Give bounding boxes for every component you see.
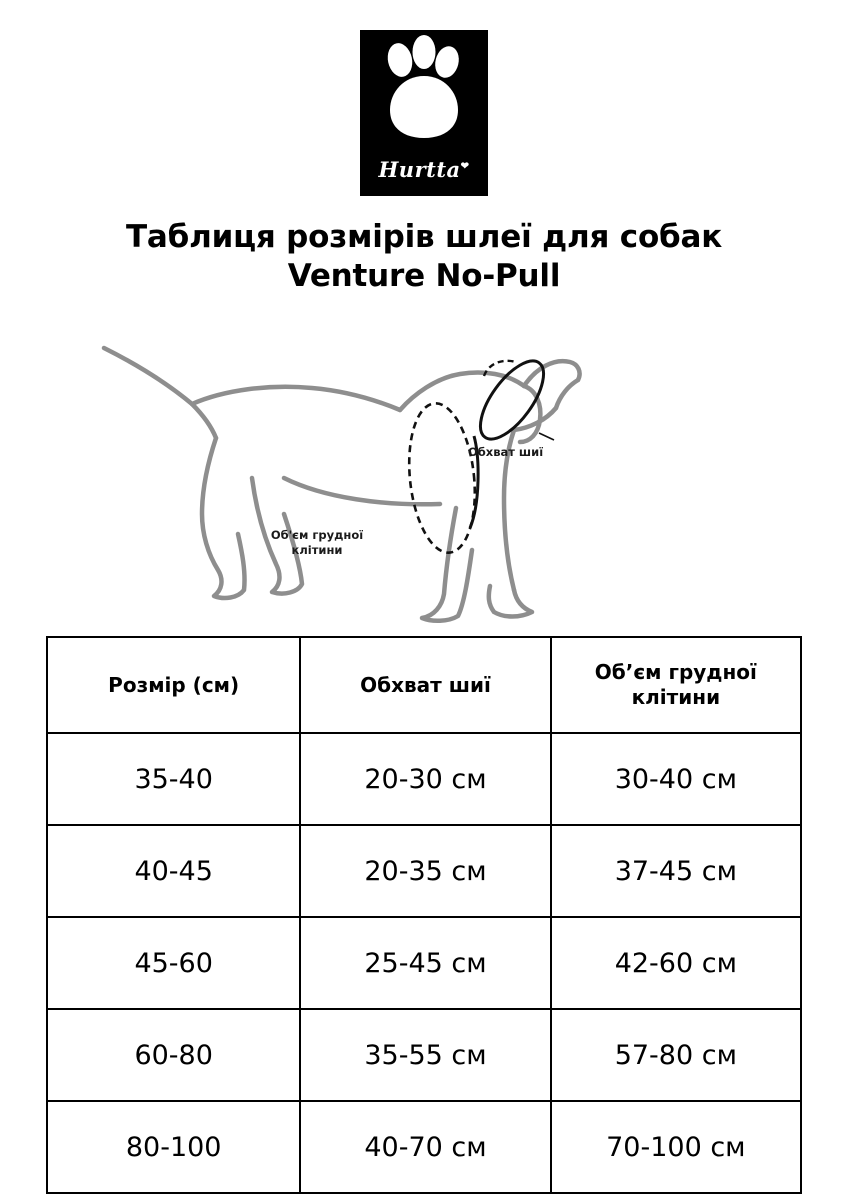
cell-chest: 30-40 см xyxy=(551,733,801,825)
page-title-line2: Venture No-Pull xyxy=(287,257,561,294)
table-header-row xyxy=(47,637,801,733)
small-paw-icon: ❤ xyxy=(460,161,470,172)
table-row xyxy=(47,1101,801,1193)
cell-chest: 37-45 см xyxy=(551,825,801,917)
cell-chest: 70-100 см xyxy=(551,1101,801,1193)
paw-icon xyxy=(360,30,488,150)
cell-neck: 25-45 см xyxy=(300,917,550,1009)
dog-measurement-diagram xyxy=(84,328,764,628)
cell-size: 80-100 xyxy=(47,1101,300,1193)
size-table xyxy=(46,636,802,1194)
table-row xyxy=(47,1009,801,1101)
cell-neck: 40-70 см xyxy=(300,1101,550,1193)
table-row xyxy=(47,733,801,825)
chest-measure-label-line1: Об'єм грудної xyxy=(270,528,364,543)
chest-measure-label xyxy=(252,528,382,557)
table-row xyxy=(47,917,801,1009)
chest-measure-label-line2: клітини xyxy=(291,542,343,557)
size-table-container xyxy=(46,636,802,1194)
page-title xyxy=(44,218,804,296)
cell-neck: 20-35 см xyxy=(300,825,550,917)
cell-size: 45-60 xyxy=(47,917,300,1009)
neck-measure-label: Обхват шиї xyxy=(468,445,544,460)
cell-neck: 35-55 см xyxy=(300,1009,550,1101)
table-header-neck: Обхват шиї xyxy=(300,637,550,733)
cell-size: 35-40 xyxy=(47,733,300,825)
table-header-chest: Об’єм грудної клітини xyxy=(551,637,801,733)
brand-logo xyxy=(360,30,488,196)
dog-outline-illustration xyxy=(84,328,764,628)
page-title-line1: Таблиця розмірів шлеї для собак xyxy=(125,219,723,255)
cell-size: 60-80 xyxy=(47,1009,300,1101)
cell-chest: 57-80 см xyxy=(551,1009,801,1101)
brand-name: Hurtta xyxy=(378,157,461,182)
brand-wordmark xyxy=(360,157,488,182)
cell-size: 40-45 xyxy=(47,825,300,917)
table-row xyxy=(47,825,801,917)
table-header-size: Розмір (см) xyxy=(47,637,300,733)
cell-neck: 20-30 см xyxy=(300,733,550,825)
cell-chest: 42-60 см xyxy=(551,917,801,1009)
